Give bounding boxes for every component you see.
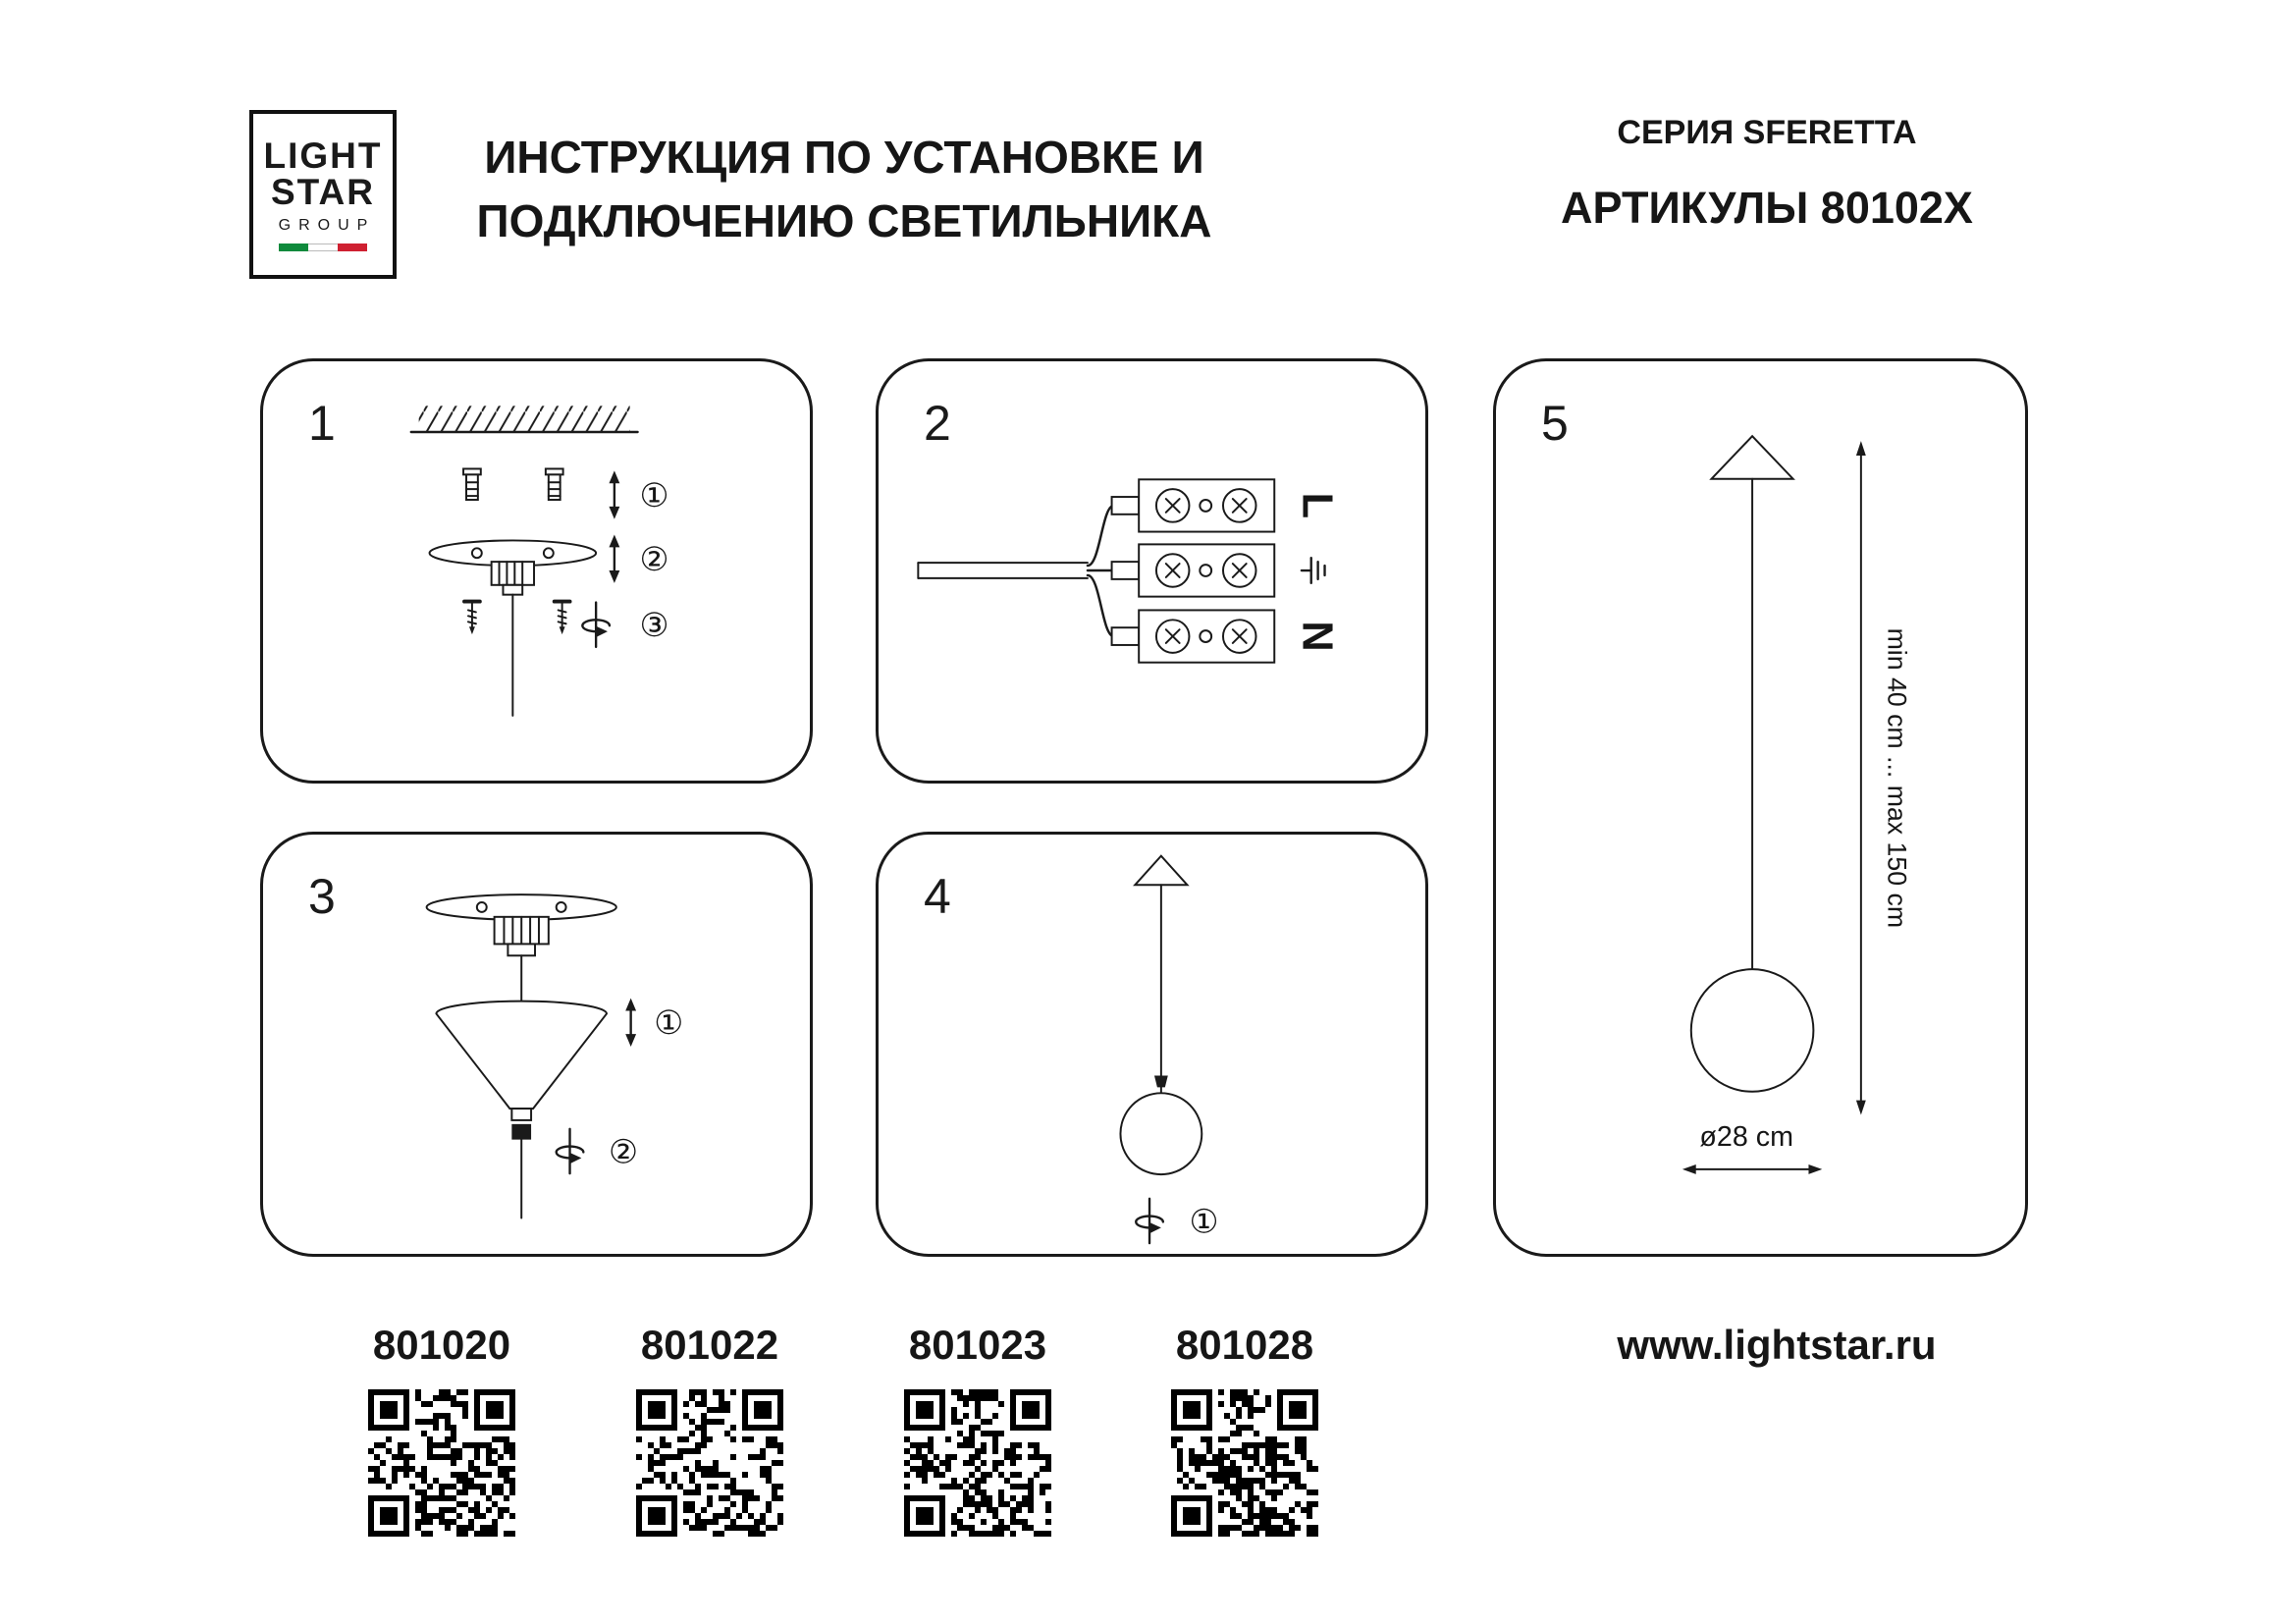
article-number: 801022 (640, 1322, 779, 1368)
ceiling-cone (1712, 436, 1793, 479)
canopy-drawing (430, 540, 597, 715)
flag-green (279, 244, 308, 251)
terminal-row (1112, 479, 1275, 531)
panel-step-4 (876, 832, 1428, 1257)
step4-drawing (879, 835, 1425, 1254)
article-number: 801020 (372, 1322, 511, 1368)
svg-text:①: ① (1189, 1204, 1219, 1241)
lightstar-logo (249, 110, 397, 279)
cone-shade (436, 1001, 607, 1218)
step1-badge-1 (609, 470, 668, 518)
logo-star: STAR (271, 172, 375, 212)
step-number-4: 4 (924, 869, 951, 924)
svg-text:②: ② (608, 1134, 639, 1171)
terminal-row (1112, 610, 1275, 662)
diameter-dimension-label: ø28 cm (1699, 1121, 1793, 1154)
qr-code (636, 1389, 783, 1537)
article-number: 801023 (908, 1322, 1047, 1368)
qr-code (368, 1389, 515, 1537)
canopy-drawing (427, 894, 616, 1008)
glass-sphere (1691, 969, 1814, 1092)
insert-arrow-icon (625, 999, 636, 1047)
rotate-icon (582, 603, 610, 647)
step-number-3: 3 (308, 869, 336, 924)
flag-red (338, 244, 367, 251)
screw-icon (555, 602, 570, 635)
articles-title: АРТИКУЛЫ 80102X (1561, 183, 1973, 233)
svg-text:③: ③ (639, 608, 669, 645)
wire-line (1088, 506, 1114, 566)
step1-drawing (263, 361, 810, 781)
qr-code (904, 1389, 1051, 1537)
terminal-row (1112, 544, 1275, 596)
ground-icon (1302, 558, 1325, 583)
wire-neutral (1088, 575, 1114, 636)
ceiling-hatch (411, 406, 638, 432)
panel-step-3 (260, 832, 813, 1257)
page-title (422, 126, 1266, 254)
wire-stopper (1154, 1076, 1168, 1088)
step5-drawing (1496, 361, 2025, 1254)
rotate-icon (557, 1129, 584, 1173)
dowel-icon (546, 468, 563, 500)
screw-icon (464, 602, 480, 635)
step3-drawing (263, 835, 810, 1254)
height-dimension-label: min 40 cm ... max 150 cm (1882, 627, 1912, 929)
insert-arrow-icon (609, 470, 619, 518)
step-number-2: 2 (924, 396, 951, 451)
height-dimension (1856, 441, 1912, 1114)
logo-light: LIGHT (263, 135, 383, 176)
italy-flag-icon (279, 244, 367, 251)
article-number: 801028 (1175, 1322, 1314, 1368)
page-title-line2: ПОДКЛЮЧЕНИЮ СВЕТИЛЬНИКА (476, 195, 1212, 247)
svg-text:①: ① (654, 1005, 684, 1043)
panel-step-1 (260, 358, 813, 784)
page-title-line1: ИНСТРУКЦИЯ ПО УСТАНОВКЕ И (484, 132, 1204, 183)
flag-white (308, 244, 338, 251)
step2-drawing (879, 361, 1425, 781)
step-number-1: 1 (308, 396, 336, 451)
glass-sphere (1120, 1093, 1201, 1174)
website-url: www.lightstar.ru (1617, 1322, 1937, 1368)
step-number-5: 5 (1541, 396, 1569, 451)
step3-badge-2 (557, 1129, 638, 1173)
cable-drawing (918, 506, 1113, 636)
dowel-icon (463, 468, 481, 500)
panel-step-5 (1493, 358, 2028, 1257)
step3-badge-1 (625, 999, 683, 1047)
insert-arrow-icon (609, 535, 619, 583)
panel-step-2 (876, 358, 1428, 784)
terminal-block (1112, 479, 1275, 662)
line-label: L (1293, 492, 1341, 519)
svg-text:②: ② (639, 542, 669, 579)
diameter-dimension (1682, 1121, 1822, 1174)
step4-badge-1 (1136, 1199, 1218, 1243)
series-title: СЕРИЯ SFERETTA (1617, 114, 1917, 151)
step1-badge-3 (582, 603, 668, 647)
step1-badge-2 (609, 535, 668, 583)
rotate-icon (1136, 1199, 1163, 1243)
neutral-label: N (1293, 621, 1341, 652)
ceiling-cone (1135, 856, 1187, 886)
svg-text:①: ① (639, 477, 669, 514)
qr-code (1171, 1389, 1318, 1537)
logo-group: GROUP (278, 217, 376, 234)
